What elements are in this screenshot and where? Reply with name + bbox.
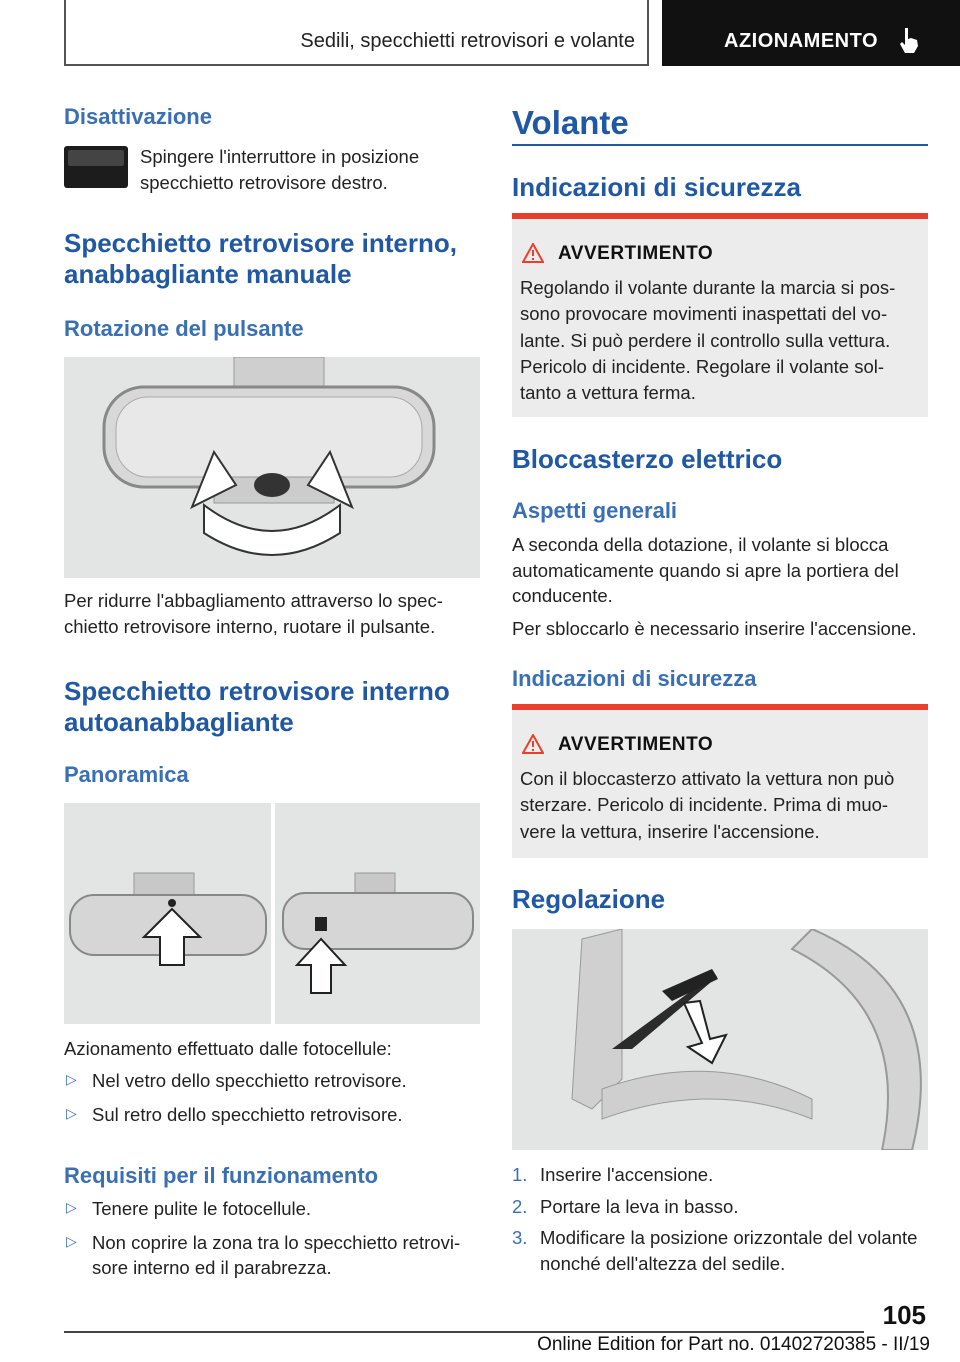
disattivazione-heading: Disattivazione	[64, 104, 212, 129]
list-item	[512, 1162, 928, 1188]
rotation-text: Per ridurre l'abbagliamento attraverso lo spec- chietto retrovisore interno, ruotare il pulsante.	[64, 590, 443, 637]
list-item: ▷ Tenere pulite le fotocellule.	[64, 1196, 480, 1222]
list-item: ▷ Non coprire la zona tra lo specchietto retrovi- sore interno ed il parabrezza.	[64, 1230, 480, 1281]
list-item	[512, 1194, 928, 1220]
disattivazione-text: Spingere l'interruttore in posizione specchietto retrovisore destro.	[140, 146, 420, 193]
mirror-front-view	[64, 803, 271, 1024]
safety-heading: Indicazioni di sicurezza	[512, 172, 801, 202]
rotation-heading: Rotazione del pulsante	[64, 316, 304, 341]
step-number: 3.	[512, 1227, 528, 1249]
overview-list	[64, 1068, 480, 1135]
steering-lever-drawing	[512, 929, 928, 1150]
auto-mirror-illustration	[64, 803, 480, 1024]
warning-box-1	[512, 213, 928, 417]
warning-triangle-icon	[522, 243, 544, 263]
auto-mirror-heading: Specchietto retrovisore interno autoanabbagliante	[64, 676, 450, 738]
warning-2-label: AVVERTIMENTO	[558, 734, 714, 755]
adjustment-steps	[512, 1162, 928, 1282]
step-text: Inserire l'accensione.	[540, 1164, 714, 1185]
list-item: ▷ Nel vetro dello specchietto retrovisore.	[64, 1068, 480, 1094]
requirements-list	[64, 1196, 480, 1289]
switch-icon	[64, 146, 128, 188]
header-chapter-title: AZIONAMENTO	[724, 30, 879, 52]
manual-mirror-heading: Specchietto retrovisore interno, anabbagliante manuale	[64, 228, 457, 290]
mirror-rotation-drawing	[64, 357, 480, 578]
safety-2-heading: Indicazioni di sicurezza	[512, 666, 757, 691]
page-header	[64, 0, 960, 66]
warning-1-label: AVVERTIMENTO	[558, 243, 714, 264]
mirror-rotation-illustration	[64, 357, 480, 578]
hand-pointer-icon	[896, 26, 922, 54]
warning-triangle-icon	[522, 734, 544, 754]
step-number: 2.	[512, 1195, 528, 1217]
general-text-2: Per sbloccarlo è necessario inserire l'accensione.	[512, 618, 917, 639]
steering-wheel-title: Volante	[512, 104, 629, 141]
footer-rule	[64, 1331, 864, 1333]
steering-lock-heading: Bloccasterzo elettrico	[512, 444, 783, 474]
requirements-heading: Requisiti per il funzionamento	[64, 1163, 379, 1188]
list-item: ▷ Sul retro dello specchietto retrovisore.	[64, 1102, 480, 1128]
header-section-box	[64, 0, 649, 66]
step-number: 1.	[512, 1164, 528, 1185]
overview-heading: Panoramica	[64, 762, 189, 787]
general-text-1: A seconda della dotazione, il volante si blocca automaticamente quando si apre la portiera del conducente.	[512, 534, 899, 607]
title-rule	[512, 144, 928, 146]
list-item	[512, 1225, 928, 1276]
step-text: Modificare la posizione orizzontale del volante nonché dell'altezza del sedile.	[540, 1227, 918, 1274]
warning-1-text: Regolando il volante durante la marcia si pos- sono provocare movimenti inaspettati del vo- lante. Si può perdere il controllo sulla vettura. Pericolo di incidente. Regolare il volante sol- tanto a vettura ferma.	[520, 277, 896, 404]
page-number: 105	[882, 1300, 926, 1330]
general-heading: Aspetti generali	[512, 498, 678, 523]
footer-edition: Online Edition for Part no. 01402720385 - II/19	[537, 1334, 930, 1355]
header-chapter-box	[662, 0, 960, 66]
warning-2-text: Con il bloccasterzo attivato la vettura non può sterzare. Pericolo di incidente. Prima di muo- vere la vettura, inserire l'accensione.	[520, 768, 895, 842]
adjustment-heading: Regolazione	[512, 884, 666, 914]
warning-box-2	[512, 704, 928, 858]
overview-intro: Azionamento effettuato dalle fotocellule:	[64, 1038, 392, 1059]
step-text: Portare la leva in basso.	[540, 1195, 739, 1217]
steering-adjust-illustration	[512, 929, 928, 1150]
header-section-title: Sedili, specchietti retrovisori e volante	[300, 30, 635, 52]
mirror-back-view	[275, 803, 480, 1024]
